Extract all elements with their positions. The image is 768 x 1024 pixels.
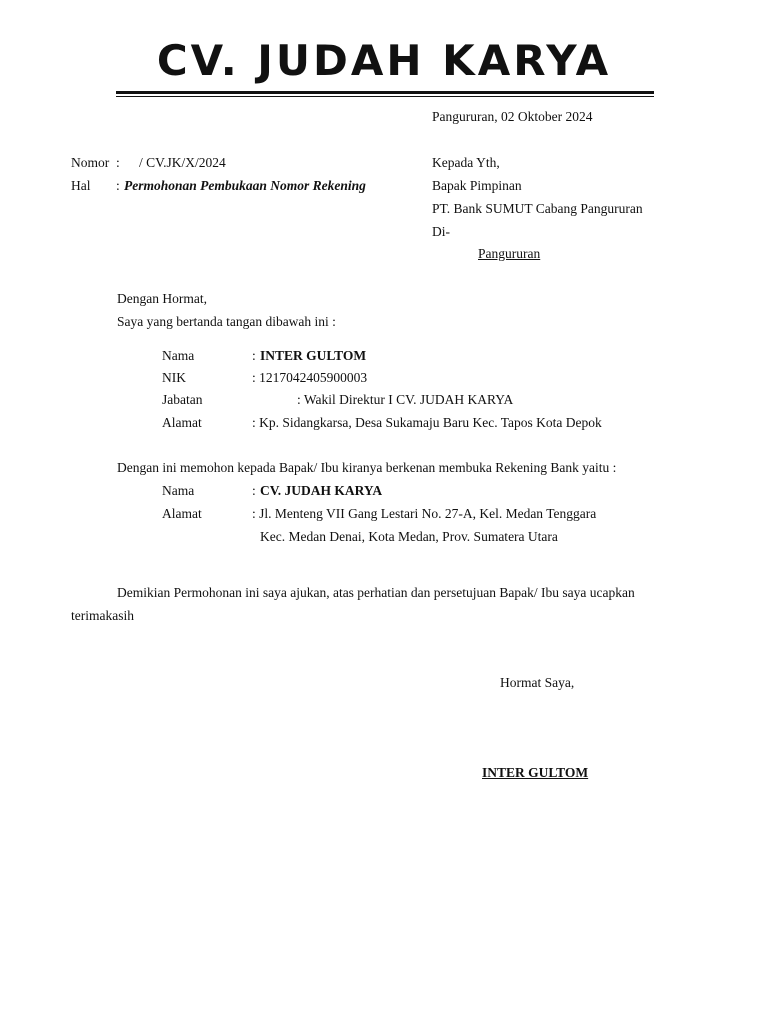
hal-label: Hal [71,178,91,193]
hal-value: Permohonan Pembukaan Nomor Rekening [124,178,366,193]
signature-name: INTER GULTOM [482,765,589,780]
signer-nik-label: NIK [162,370,186,385]
nomor-value: / CV.JK/X/2024 [139,155,226,170]
recipient-city: Pangururan [478,246,541,261]
signer-nama-colon: : [252,348,256,363]
letterhead-rule-thick [116,91,654,94]
intro-text: Saya yang bertanda tangan dibawah ini : [117,314,336,329]
closing-line1: Demikian Permohonan ini saya ajukan, atas perhatian dan persetujuan Bapak/ Ibu saya ucapkan [117,585,635,600]
signer-alamat-value: : Kp. Sidangkarsa, Desa Sukamaju Baru Kec. Tapos Kota Depok [252,415,602,430]
signer-nama-label: Nama [162,348,195,363]
company-alamat-line2: Kec. Medan Denai, Kota Medan, Prov. Sumatera Utara [260,529,558,544]
request-intro: Dengan ini memohon kepada Bapak/ Ibu kiranya berkenan membuka Rekening Bank yaitu : [117,460,617,475]
signer-nik-value: : 1217042405900003 [252,370,368,385]
greeting: Dengan Hormat, [117,291,207,306]
closing-line2: terimakasih [71,608,134,623]
company-nama-label: Nama [162,483,195,498]
letterhead-rule-thin [116,96,654,97]
signature-salutation: Hormat Saya, [500,675,575,690]
company-alamat-label: Alamat [162,506,202,521]
hal-colon: : [116,178,120,193]
recipient-line1: Kepada Yth, [432,155,500,170]
signer-jabatan-value: : Wakil Direktur I CV. JUDAH KARYA [297,392,514,407]
recipient-line3: PT. Bank SUMUT Cabang Pangururan [432,201,643,216]
recipient-line2: Bapak Pimpinan [432,178,522,193]
nomor-colon: : [116,155,120,170]
company-nama-value: CV. JUDAH KARYA [260,483,383,498]
company-nama-colon: : [252,483,256,498]
signer-jabatan-label: Jabatan [162,392,203,407]
company-letterhead: CV. JUDAH KARYA [156,36,612,85]
company-alamat-line1: : Jl. Menteng VII Gang Lestari No. 27-A, Kel. Medan Tenggara [252,506,597,521]
recipient-line4: Di- [432,224,450,239]
signer-nama-value: INTER GULTOM [260,348,367,363]
nomor-label: Nomor [71,155,110,170]
place-date: Pangururan, 02 Oktober 2024 [432,109,593,124]
signer-alamat-label: Alamat [162,415,202,430]
